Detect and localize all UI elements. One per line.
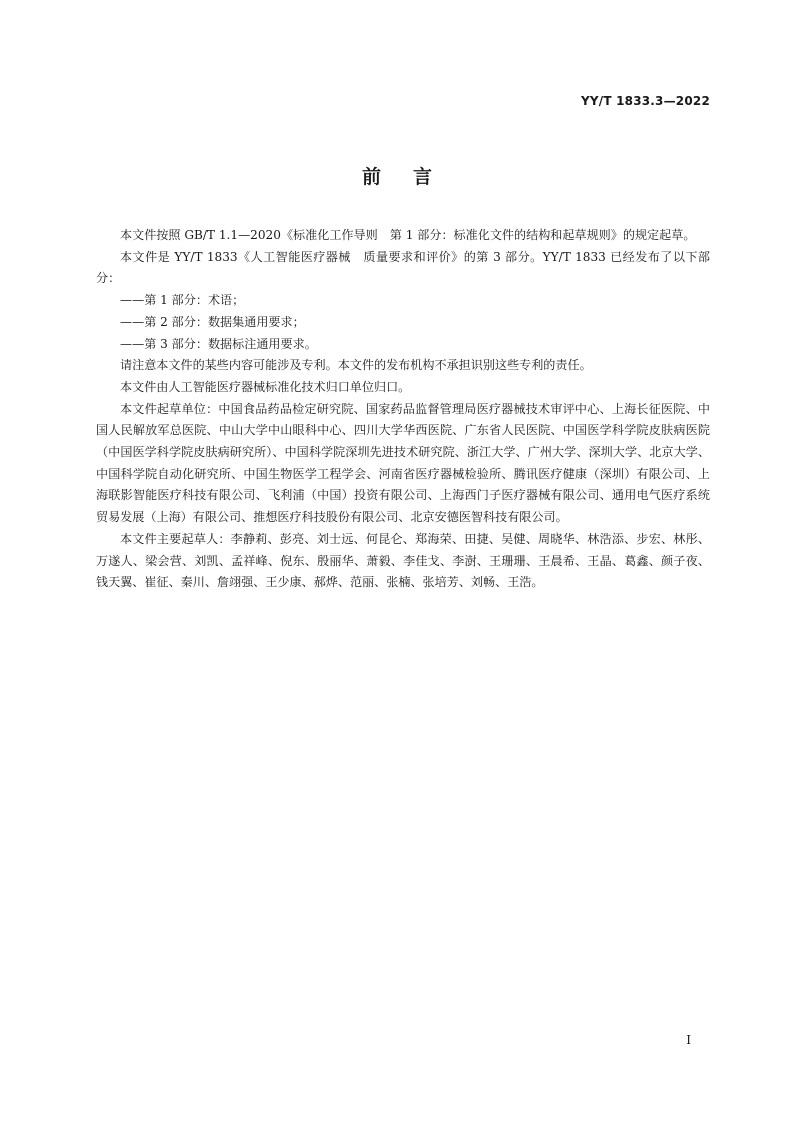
list-item-part-2: ——第 2 部分：数据集通用要求； xyxy=(120,314,305,329)
foreword-body xyxy=(96,225,710,594)
list-item-part-3: ——第 3 部分：数据标注通用要求。 xyxy=(120,336,317,351)
paragraph-patent-notice: 请注意本文件的某些内容可能涉及专利。本文件的发布机构不承担识别这些专利的责任。 xyxy=(120,358,592,373)
page-number: I xyxy=(686,1033,691,1047)
list-item-part-1: ——第 1 部分：术语； xyxy=(120,293,245,308)
standard-code: YY/T 1833.3—2022 xyxy=(580,94,710,108)
paragraph-responsible-unit: 本文件由人工智能医疗器械标准化技术归口单位归口。 xyxy=(120,379,411,394)
page-title: 前言 xyxy=(361,166,464,188)
paragraph-drafting-organizations: 本文件起草单位：中国食品药品检定研究院、国家药品监督管理局医疗器械技术审评中心、上海长征医院、中国人民解放军总医院、中山大学中山眼科中心、四川大学华西医院、广东省人民医院、中国医学科学院皮肤病医院（中国医学科学院皮肤病研究所）、中国科学院深圳先进技术研究院、浙江大学、广州大学、深圳大学、北京大学、中国科学院自动化研究所、中国生物医学工程学会、河南省医疗器械检验所、腾讯医疗健康（深圳）有限公司、上海联影智能医疗科技有限公司、飞利浦（中国）投资有限公司、上海西门子医疗器械有限公司、通用电气医疗系统贸易发展（上海）有限公司、推想医疗科技股份有限公司、北京安德医智科技有限公司。 xyxy=(96,401,710,525)
paragraph-drafting-rules: 本文件按照 GB/T 1.1—2020《标准化工作导则 第 1 部分：标准化文件的结构和起草规则》的规定起草。 xyxy=(120,228,696,242)
paragraph-series-info: 本文件是 YY/T 1833《人工智能医疗器械 质量要求和评价》的第 3 部分。YY/T 1833 已经发布了以下部分： xyxy=(96,249,710,286)
paragraph-drafters: 本文件主要起草人：李静莉、彭亮、刘士远、何昆仑、郑海荣、田捷、吴健、周晓华、林浩添、步宏、林彤、万遂人、梁会营、刘凯、孟祥峰、倪东、殷丽华、萧毅、李佳戈、李澍、王珊珊、王晨希、王晶、葛鑫、颜子夜、钱天翼、崔征、秦川、詹翊强、王少康、郝烨、范丽、张楠、张培芳、刘畅、王浩。 xyxy=(96,531,710,590)
